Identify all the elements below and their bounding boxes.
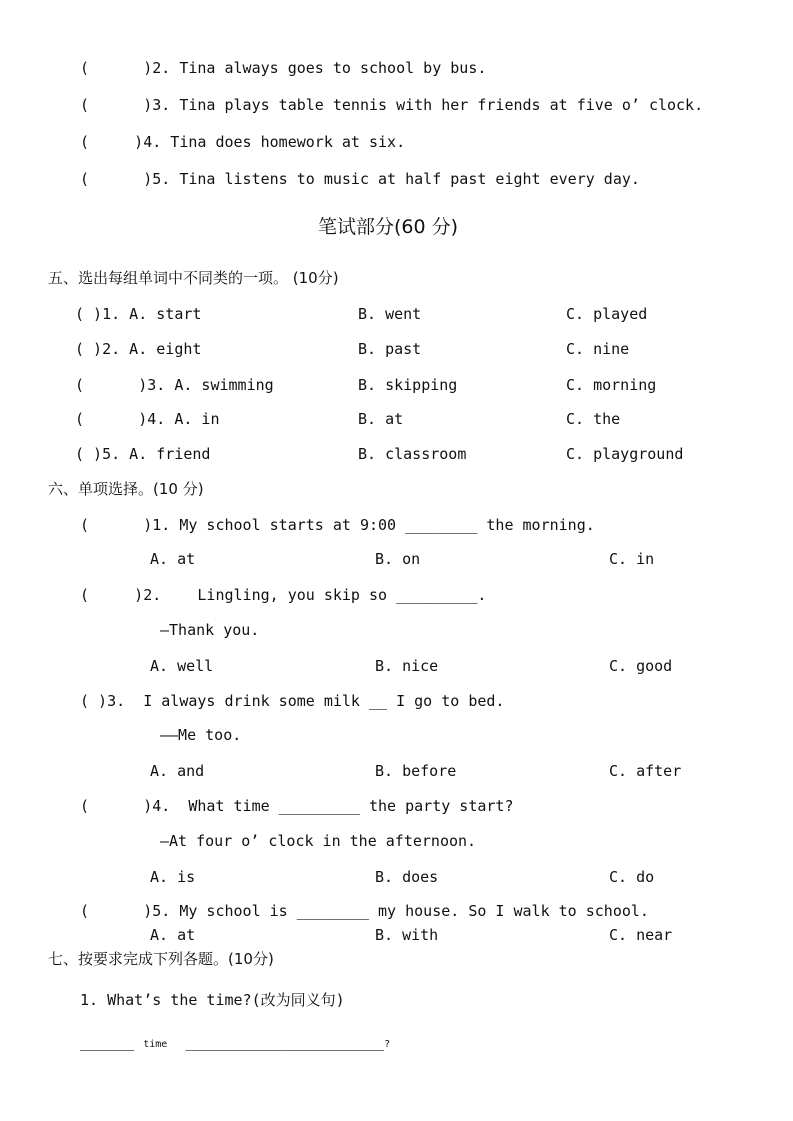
s6-q1-option-c: C. in [609,550,655,568]
s6-q5-option-a: A. at [150,926,196,944]
s6-q3-stem: ( )3. I always drink some milk __ I go to bed. [80,692,505,710]
s6-q2-option-c: C. good [609,657,673,675]
s5-q4-option-c: C. the [566,410,621,428]
s7-q1-stem: 1. What’s the time?(改为同义句) [80,991,345,1009]
section5-heading: 五、选出每组单词中不同类的一项。 (10分) [48,269,339,287]
s6-q3-reply: ——Me too. [160,726,242,744]
listening-item-5: ( )5. Tina listens to music at half past eight every day. [80,170,640,188]
answer-blank-2[interactable]: ______________________ [185,1033,385,1051]
s6-q4-option-c: C. do [609,868,655,886]
s6-q5-stem: ( )5. My school is ________ my house. So I walk to school. [80,902,649,920]
s6-q3-option-a: A. and [150,762,205,780]
section7-heading: 七、按要求完成下列各题。(10分) [48,950,274,968]
s5-q5-option-a: ( )5. A. friend [75,445,211,463]
s6-q3-option-b: B. before [375,762,457,780]
s5-q4-option-b: B. at [358,410,404,428]
s6-q2-reply: —Thank you. [160,621,260,639]
s5-q5-option-b: B. classroom [358,445,467,463]
s6-q4-option-b: B. does [375,868,439,886]
s5-q2-option-b: B. past [358,340,422,358]
s5-q1-option-b: B. went [358,305,422,323]
s6-q5-option-b: B. with [375,926,439,944]
s6-q1-option-a: A. at [150,550,196,568]
s6-q1-stem: ( )1. My school starts at 9:00 ________ the morning. [80,516,595,534]
s5-q3-option-b: B. skipping [358,376,458,394]
s6-q5-option-c: C. near [609,926,673,944]
s5-q3-option-a: ( )3. A. swimming [75,376,274,394]
listening-item-3: ( )3. Tina plays table tennis with her friends at five o’ clock. [80,96,704,114]
section6-heading: 六、单项选择。(10 分) [48,480,204,498]
s6-q2-option-b: B. nice [375,657,439,675]
s5-q5-option-c: C. playground [566,445,684,463]
s6-q4-option-a: A. is [150,868,196,886]
s5-q1-option-a: ( )1. A. start [75,305,202,323]
s6-q4-reply: —At four o’ clock in the afternoon. [160,832,477,850]
s5-q4-option-a: ( )4. A. in [75,410,220,428]
s6-q4-stem: ( )4. What time _________ the party start? [80,797,514,815]
answer-end-mark: ? [384,1039,391,1050]
written-section-title: 笔试部分(60 分) [318,216,459,238]
listening-item-2: ( )2. Tina always goes to school by bus. [80,59,487,77]
listening-item-4: ( )4. Tina does homework at six. [80,133,406,151]
s7-q1-answer-line [80,1032,390,1055]
s5-q1-option-c: C. played [566,305,648,323]
answer-word: time [143,1039,168,1050]
s6-q1-option-b: B. on [375,550,421,568]
s5-q3-option-c: C. morning [566,376,657,394]
s5-q2-option-a: ( )2. A. eight [75,340,202,358]
s6-q2-option-a: A. well [150,657,214,675]
s5-q2-option-c: C. nine [566,340,630,358]
answer-blank-1[interactable]: ______ [80,1033,135,1051]
s6-q2-stem: ( )2. Lingling, you skip so _________. [80,586,487,604]
s6-q3-option-c: C. after [609,762,682,780]
